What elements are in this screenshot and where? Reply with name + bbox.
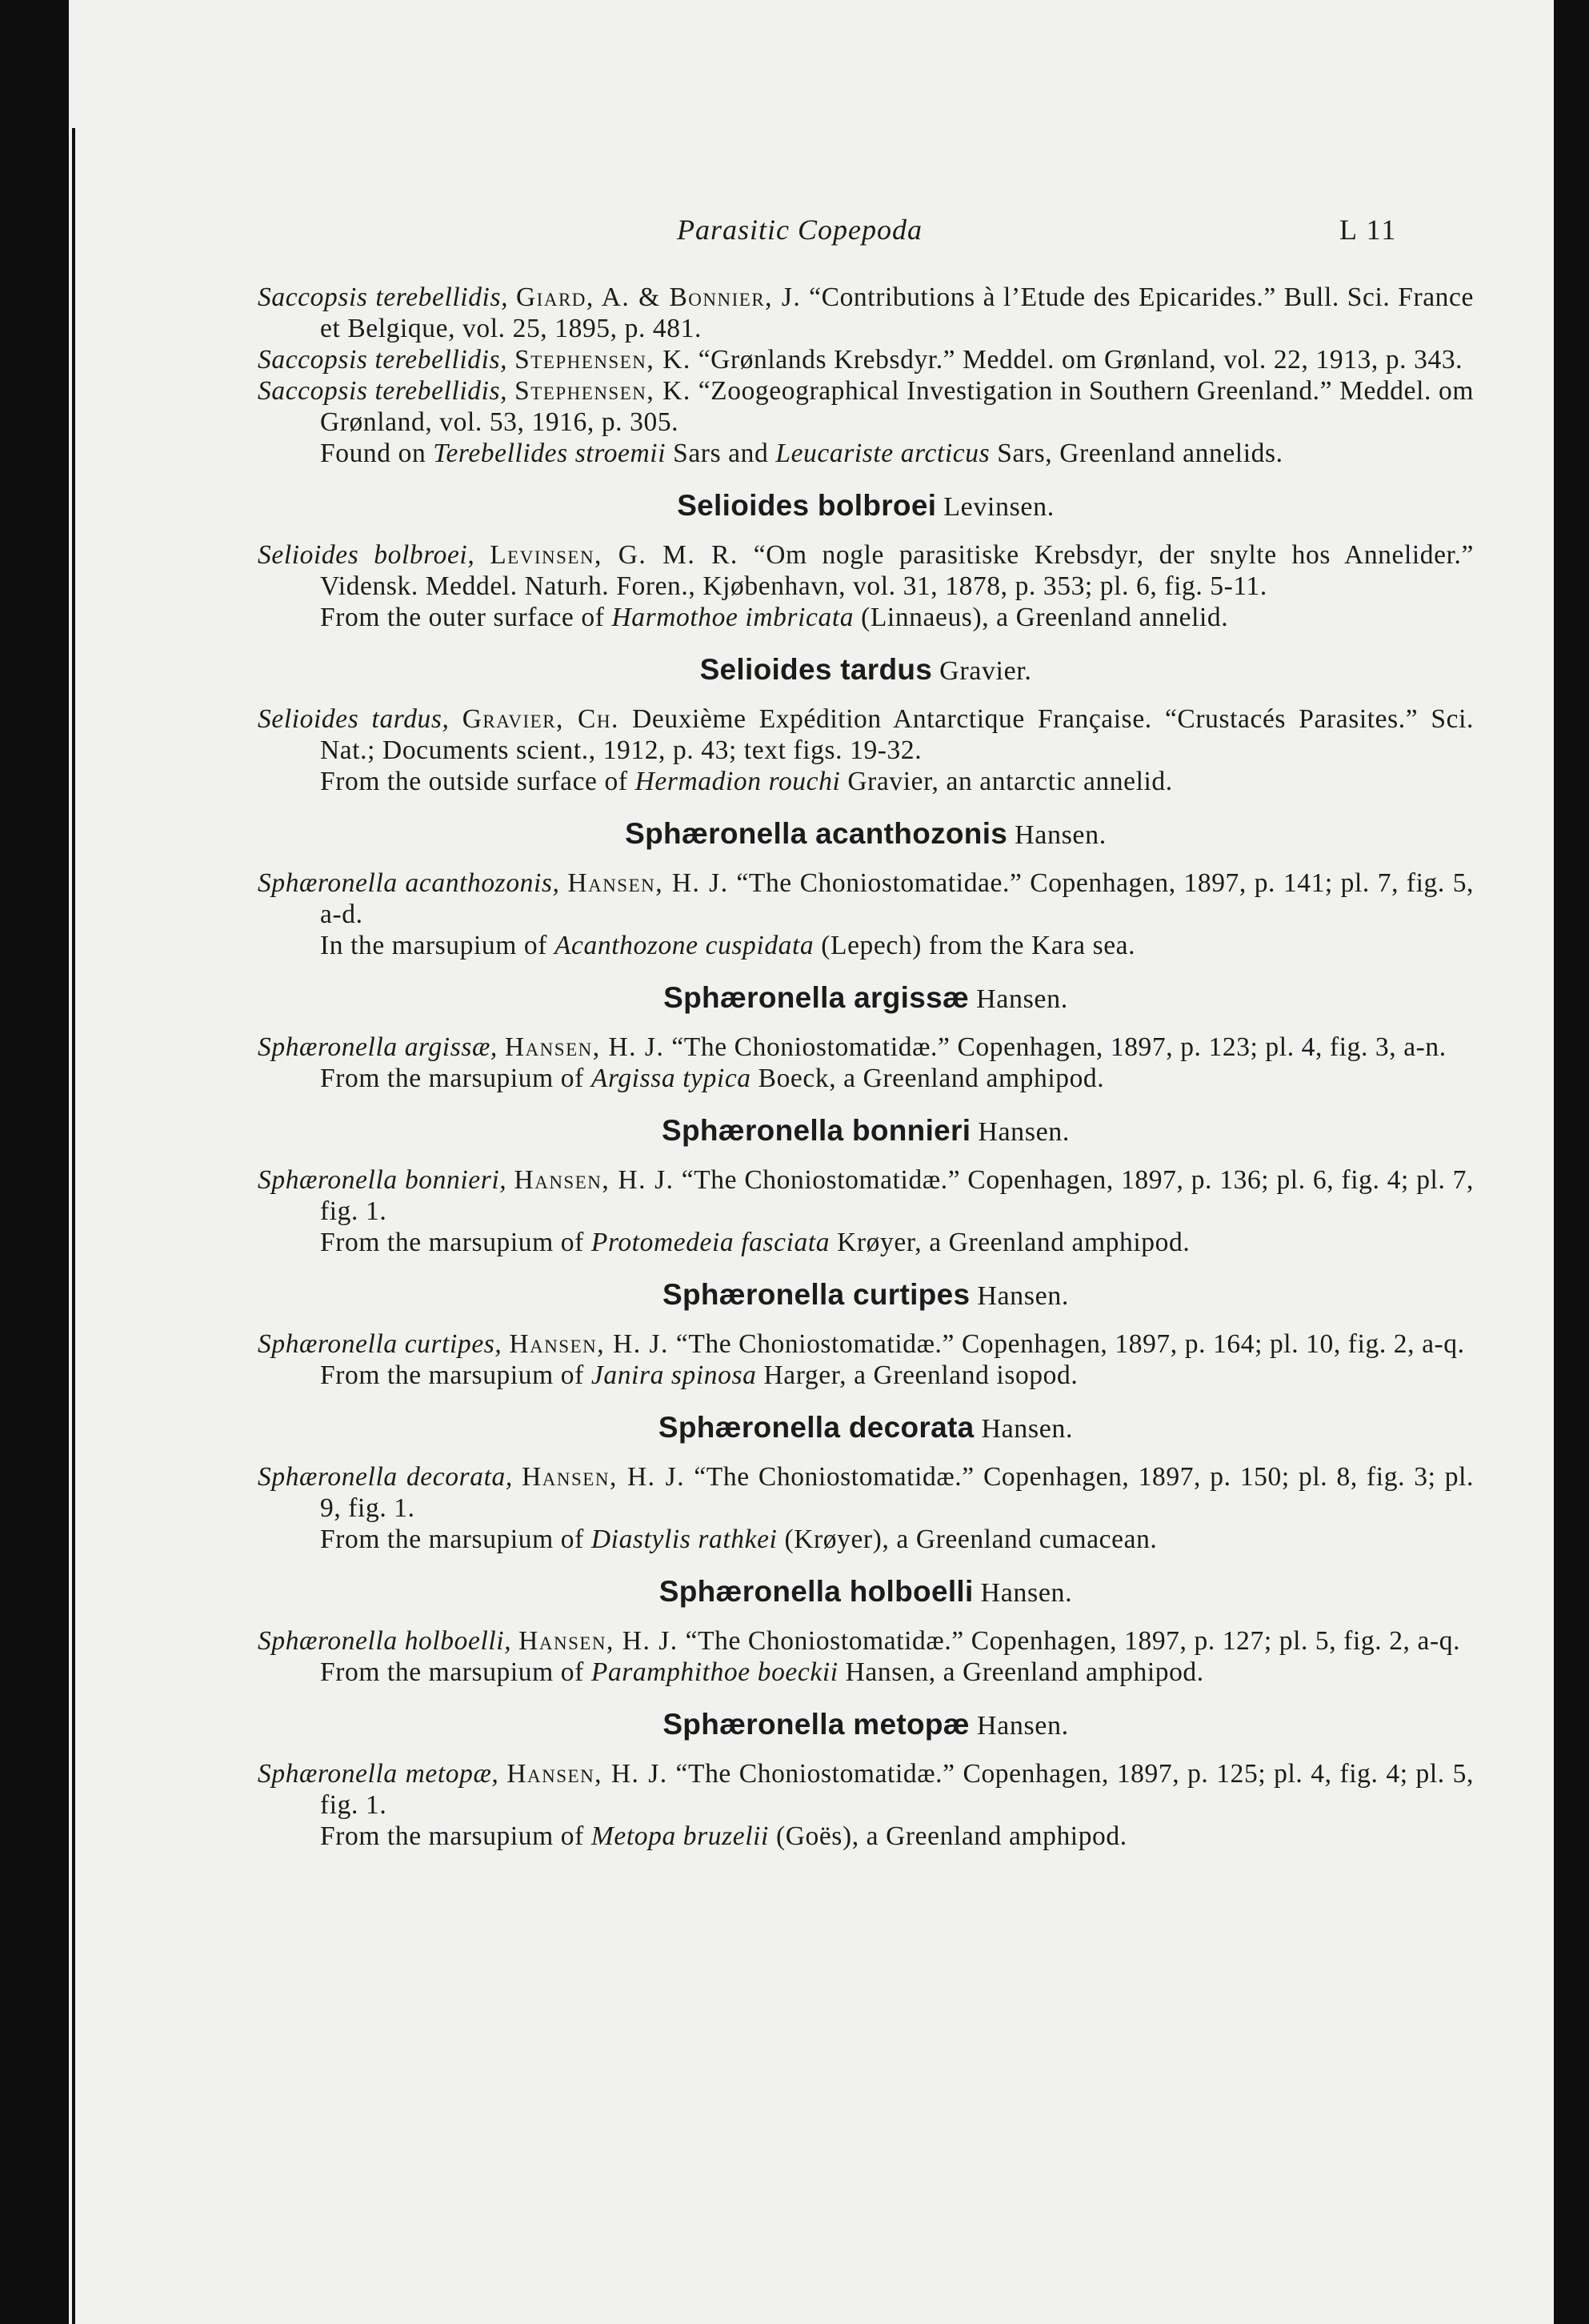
- reference-taxon: Saccopsis terebellidis,: [258, 376, 508, 406]
- reference-author: Hansen, H. J.: [509, 1329, 669, 1359]
- reference-citation: “The Choniostomatidæ.” Copenhagen, 1897, p. 164; pl. 10, fig. 2, a-q.: [675, 1329, 1465, 1359]
- reference-taxon: Selioides bolbroei,: [258, 540, 475, 570]
- reference-entry: [258, 867, 1474, 930]
- species-entry: [258, 1408, 1474, 1555]
- host-note-text: From the marsupium of: [320, 1657, 584, 1687]
- reference-entry: [258, 282, 1474, 344]
- host-note-text: From the marsupium of: [320, 1064, 584, 1093]
- species-authority: Gravier.: [939, 656, 1032, 686]
- species-name: Sphæronella decorata: [658, 1411, 975, 1444]
- host-note: [258, 602, 1474, 633]
- species-heading: [258, 815, 1474, 855]
- host-note-text: From the marsupium of: [320, 1525, 584, 1554]
- species-name: Sphæronella bonnieri: [662, 1114, 971, 1147]
- reference-citation: “Zoogeographical Investigation in Southern Greenland.” Meddel. om Grønland, vol. 53, 1916, p. 305.: [320, 376, 1474, 437]
- reference-entry: [258, 1461, 1474, 1524]
- species-authority: Hansen.: [981, 1414, 1074, 1444]
- host-taxon: Terebellides stroemii: [433, 439, 666, 468]
- species-authority: Levinsen.: [943, 492, 1055, 522]
- host-note-text: From the marsupium of: [320, 1821, 584, 1851]
- host-note-text: (Lepech) from the Kara sea.: [821, 931, 1136, 960]
- host-note-text: From the outer surface of: [320, 603, 605, 632]
- host-note-text: Found on: [320, 439, 426, 468]
- host-note: [258, 1063, 1474, 1094]
- reference-author: Giard, A. & Bonnier, J.: [515, 282, 802, 312]
- page-number: L 11: [1339, 214, 1398, 246]
- host-taxon: Hermadion rouchi: [634, 767, 841, 796]
- host-note: [258, 930, 1474, 961]
- host-note: [258, 1524, 1474, 1555]
- species-authority: Hansen.: [978, 1117, 1070, 1147]
- species-name: Selioides tardus: [699, 653, 933, 686]
- host-note-text: Hansen, a Greenland amphipod.: [845, 1657, 1204, 1687]
- species-heading: [258, 1573, 1474, 1613]
- host-note-text: Krøyer, a Greenland amphipod.: [837, 1228, 1191, 1257]
- host-note: [258, 438, 1474, 469]
- running-title: Parasitic Copepoda: [677, 214, 923, 246]
- host-taxon: Diastylis rathkei: [590, 1525, 778, 1554]
- species-authority: Hansen.: [980, 1578, 1073, 1608]
- reference-author: Levinsen, G. M. R.: [490, 540, 738, 570]
- species-entry: [258, 1573, 1474, 1688]
- species-heading: [258, 651, 1474, 691]
- reference-author: Hansen, H. J.: [518, 1626, 678, 1656]
- reference-taxon: Selioides tardus,: [258, 704, 450, 734]
- reference-entry: [258, 1758, 1474, 1821]
- host-taxon: Protomedeia fasciata: [590, 1228, 831, 1257]
- species-entry: [258, 1276, 1474, 1391]
- host-taxon: Janira spinosa: [590, 1360, 757, 1390]
- reference-author: Hansen, H. J.: [506, 1759, 668, 1789]
- host-note: [258, 1227, 1474, 1258]
- host-note: [258, 1657, 1474, 1688]
- reference-taxon: Saccopsis terebellidis,: [258, 345, 508, 375]
- host-note: [258, 1360, 1474, 1391]
- reference-entry: [258, 1164, 1474, 1227]
- species-name: Sphæronella holboelli: [658, 1575, 974, 1608]
- host-note-text: (Goës), a Greenland amphipod.: [775, 1821, 1127, 1851]
- host-note: [258, 1821, 1474, 1852]
- reference-citation: “The Choniostomatidæ.” Copenhagen, 1897, p. 127; pl. 5, fig. 2, a-q.: [685, 1626, 1461, 1656]
- species-entry: [258, 1112, 1474, 1258]
- page-fold-line: [72, 128, 75, 2324]
- host-note-text: From the marsupium of: [320, 1228, 584, 1257]
- reference-entry: [258, 539, 1474, 602]
- species-authority: Hansen.: [1015, 820, 1107, 850]
- host-note-text: Boeck, a Greenland amphipod.: [758, 1064, 1105, 1093]
- intro-block: [258, 282, 1474, 469]
- species-heading: [258, 1705, 1474, 1745]
- reference-author: Hansen, H. J.: [514, 1165, 674, 1195]
- reference-entry: [258, 344, 1474, 375]
- reference-citation: “Contributions à l’Etude des Epicarides.” Bull. Sci. France et Belgique, vol. 25, 1895, p. 481.: [320, 282, 1474, 343]
- page-content: [258, 282, 1474, 1852]
- reference-author: Stephensen, K.: [514, 376, 691, 406]
- reference-citation: “The Choniostomatidae.” Copenhagen, 1897, p. 141; pl. 7, fig. 5, a-d.: [320, 868, 1475, 929]
- reference-entry: [258, 375, 1474, 438]
- reference-citation: “The Choniostomatidæ.” Copenhagen, 1897, p. 125; pl. 4, fig. 4; pl. 5, fig. 1.: [320, 1759, 1474, 1820]
- host-taxon: Paramphithoe boeckii: [590, 1657, 839, 1687]
- species-heading: [258, 487, 1474, 527]
- reference-taxon: Sphæronella bonnieri,: [258, 1165, 507, 1195]
- reference-taxon: Sphæronella curtipes,: [258, 1329, 502, 1359]
- reference-author: Stephensen, K.: [514, 345, 691, 375]
- host-note-text: In the marsupium of: [320, 931, 547, 960]
- host-note-text: (Krøyer), a Greenland cumacean.: [784, 1525, 1158, 1554]
- species-name: Sphæronella metopæ: [662, 1708, 971, 1741]
- species-heading: [258, 1276, 1474, 1316]
- species-heading: [258, 1112, 1474, 1152]
- species-entry: [258, 651, 1474, 797]
- host-note-text: From the outside surface of: [320, 767, 628, 796]
- reference-author: Hansen, H. J.: [522, 1462, 686, 1492]
- species-authority: Hansen.: [977, 1711, 1069, 1741]
- reference-taxon: Saccopsis terebellidis,: [258, 282, 509, 312]
- species-authority: Hansen.: [977, 1281, 1069, 1311]
- host-taxon: Argissa typica: [590, 1064, 751, 1093]
- reference-entry: [258, 1032, 1474, 1063]
- reference-author: Hansen, H. J.: [504, 1032, 665, 1062]
- reference-entry: [258, 703, 1474, 766]
- reference-taxon: Sphæronella holboelli,: [258, 1626, 512, 1656]
- species-entry: [258, 1705, 1474, 1852]
- reference-citation: “Grønlands Krebsdyr.” Meddel. om Grønland, vol. 22, 1913, p. 343.: [698, 345, 1463, 375]
- host-note: [258, 766, 1474, 797]
- reference-author: Hansen, H. J.: [567, 868, 729, 898]
- reference-citation: “The Choniostomatidæ.” Copenhagen, 1897, p. 136; pl. 6, fig. 4; pl. 7, fig. 1.: [320, 1165, 1474, 1226]
- species-entry: [258, 815, 1474, 961]
- reference-taxon: Sphæronella decorata,: [258, 1462, 513, 1492]
- species-name: Sphæronella argissæ: [663, 981, 970, 1014]
- reference-citation: “Om nogle parasitiske Krebsdyr, der snylte hos Annelider.” Vidensk. Meddel. Naturh. Foren., Kjøbenhavn, vol. 31, 1878, p. 353; pl. 6, fig. 5-11.: [320, 540, 1474, 601]
- species-entry: [258, 979, 1474, 1094]
- host-note-text: From the marsupium of: [320, 1360, 584, 1390]
- host-note-text: (Linnaeus), a Greenland annelid.: [861, 603, 1229, 632]
- page: [69, 0, 1554, 2324]
- reference-entry: [258, 1328, 1474, 1360]
- species-heading: [258, 1408, 1474, 1448]
- reference-citation: “The Choniostomatidæ.” Copenhagen, 1897, p. 123; pl. 4, fig. 3, a-n.: [671, 1032, 1447, 1062]
- species-entry: [258, 487, 1474, 633]
- reference-citation: “The Choniostomatidæ.” Copenhagen, 1897, p. 150; pl. 8, fig. 3; pl. 9, fig. 1.: [320, 1462, 1475, 1523]
- running-head: [69, 213, 1554, 253]
- host-taxon: Metopa bruzelii: [590, 1821, 769, 1851]
- reference-taxon: Sphæronella acanthozonis,: [258, 868, 560, 898]
- reference-citation: Deuxième Expédition Antarctique Française. “Crustacés Parasites.” Sci. Nat.; Documents scient., 1912, p. 43; text figs. 19-32.: [320, 704, 1474, 765]
- species-authority: Hansen.: [976, 984, 1068, 1014]
- species-name: Selioides bolbroei: [677, 489, 937, 522]
- host-taxon: Acanthozone cuspidata: [554, 931, 815, 960]
- reference-author: Gravier, Ch.: [462, 704, 619, 734]
- species-name: Sphæronella acanthozonis: [625, 817, 1008, 850]
- host-taxon: Leucariste arcticus: [775, 439, 991, 468]
- reference-taxon: Sphæronella argissæ,: [258, 1032, 498, 1062]
- species-name: Sphæronella curtipes: [662, 1278, 971, 1311]
- host-note-text: Sars, Greenland annelids.: [997, 439, 1283, 468]
- host-note-text: Sars and: [673, 439, 769, 468]
- host-taxon: Harmothoe imbricata: [611, 603, 855, 632]
- host-note-text: Harger, a Greenland isopod.: [763, 1360, 1079, 1390]
- host-note-text: Gravier, an antarctic annelid.: [847, 767, 1173, 796]
- species-heading: [258, 979, 1474, 1019]
- reference-taxon: Sphæronella metopæ,: [258, 1759, 499, 1789]
- reference-entry: [258, 1625, 1474, 1657]
